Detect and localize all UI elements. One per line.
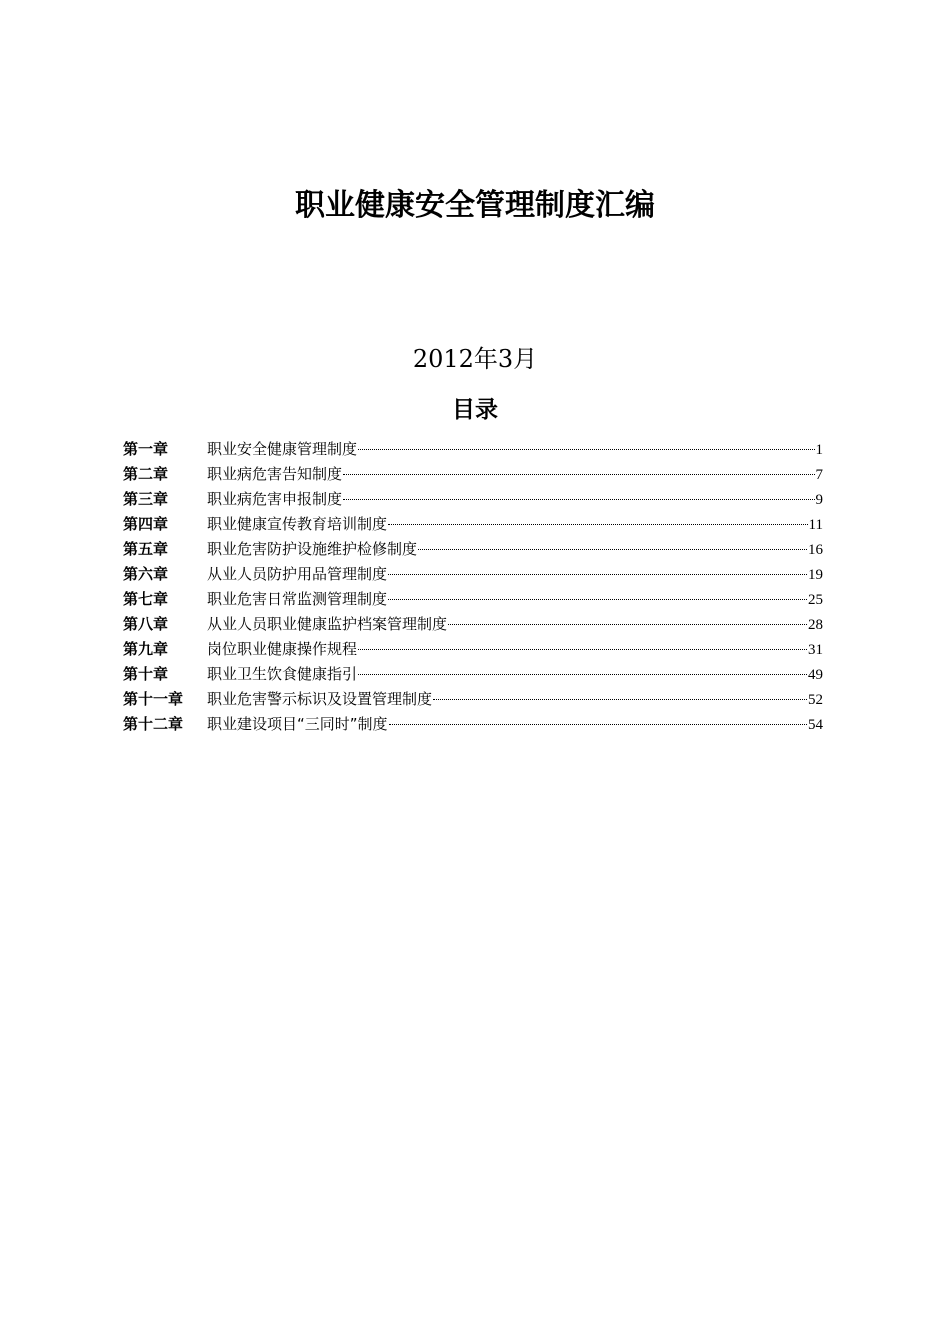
toc-heading: 目录 [452, 397, 498, 423]
toc-chapter-title: 职业危害日常监测管理制度 [207, 590, 388, 608]
toc-page-number: 11 [808, 517, 823, 533]
toc-page-number: 54 [808, 717, 823, 733]
toc-chapter-title: 职业病危害告知制度 [207, 465, 343, 483]
toc-entry[interactable] [123, 587, 823, 612]
toc-entry[interactable] [123, 612, 823, 637]
toc-chapter-title: 职业安全健康管理制度 [207, 440, 358, 458]
toc-entry[interactable] [123, 712, 823, 737]
toc-chapter-number: 第六章 [123, 565, 169, 583]
toc-page-number: 7 [815, 467, 823, 483]
toc-entry[interactable] [123, 437, 823, 462]
document-date: 2012年3月 [412, 345, 538, 373]
toc-dot-leader [358, 673, 807, 675]
toc-chapter-title: 从业人员职业健康监护档案管理制度 [207, 615, 448, 633]
toc-chapter-number: 第十一章 [123, 690, 184, 708]
toc-dot-leader [389, 723, 807, 725]
toc-dot-leader [358, 448, 814, 450]
toc-chapter-number: 第四章 [123, 515, 169, 533]
toc-dot-leader [343, 473, 814, 475]
toc-chapter-number: 第八章 [123, 615, 169, 633]
toc-chapter-number: 第二章 [123, 465, 169, 483]
toc-chapter-title: 职业建设项目“三同时”制度 [207, 715, 388, 733]
toc-entry[interactable] [123, 462, 823, 487]
toc-entry[interactable] [123, 687, 823, 712]
toc-entry[interactable] [123, 562, 823, 587]
toc-chapter-title: 职业危害防护设施维护检修制度 [207, 540, 418, 558]
toc-dot-leader [448, 623, 807, 625]
document-title: 职业健康安全管理制度汇编 [295, 188, 655, 223]
toc-chapter-title: 职业病危害申报制度 [207, 490, 343, 508]
toc-page-number: 28 [808, 617, 823, 633]
toc-page-number: 16 [808, 542, 823, 558]
toc-page-number: 25 [808, 592, 823, 608]
toc-entry[interactable] [123, 487, 823, 512]
toc-dot-leader [388, 523, 808, 525]
toc-chapter-title: 岗位职业健康操作规程 [207, 640, 358, 658]
toc-page-number: 31 [808, 642, 823, 658]
toc-chapter-title: 职业危害警示标识及设置管理制度 [207, 690, 433, 708]
toc-dot-leader [388, 598, 807, 600]
toc-chapter-number: 第一章 [123, 440, 169, 458]
toc-dot-leader [343, 498, 814, 500]
toc-entry[interactable] [123, 512, 823, 537]
toc-chapter-number: 第七章 [123, 590, 169, 608]
toc-chapter-title: 职业健康宣传教育培训制度 [207, 515, 388, 533]
toc-chapter-title: 从业人员防护用品管理制度 [207, 565, 388, 583]
toc-page-number: 9 [815, 492, 823, 508]
toc-chapter-number: 第五章 [123, 540, 169, 558]
toc-dot-leader [358, 648, 807, 650]
toc-dot-leader [433, 698, 807, 700]
toc-chapter-number: 第九章 [123, 640, 169, 658]
toc-entry[interactable] [123, 637, 823, 662]
toc-chapter-number: 第十章 [123, 665, 169, 683]
toc-entry[interactable] [123, 662, 823, 687]
toc-chapter-number: 第十二章 [123, 715, 184, 733]
toc-dot-leader [418, 548, 807, 550]
toc-page-number: 49 [808, 667, 823, 683]
toc-page-number: 19 [808, 567, 823, 583]
toc-dot-leader [388, 573, 807, 575]
toc-page-number: 1 [815, 442, 823, 458]
toc-chapter-number: 第三章 [123, 490, 169, 508]
toc-page-number: 52 [808, 692, 823, 708]
toc-entry[interactable] [123, 537, 823, 562]
toc-chapter-title: 职业卫生饮食健康指引 [207, 665, 358, 683]
table-of-contents [123, 437, 823, 737]
